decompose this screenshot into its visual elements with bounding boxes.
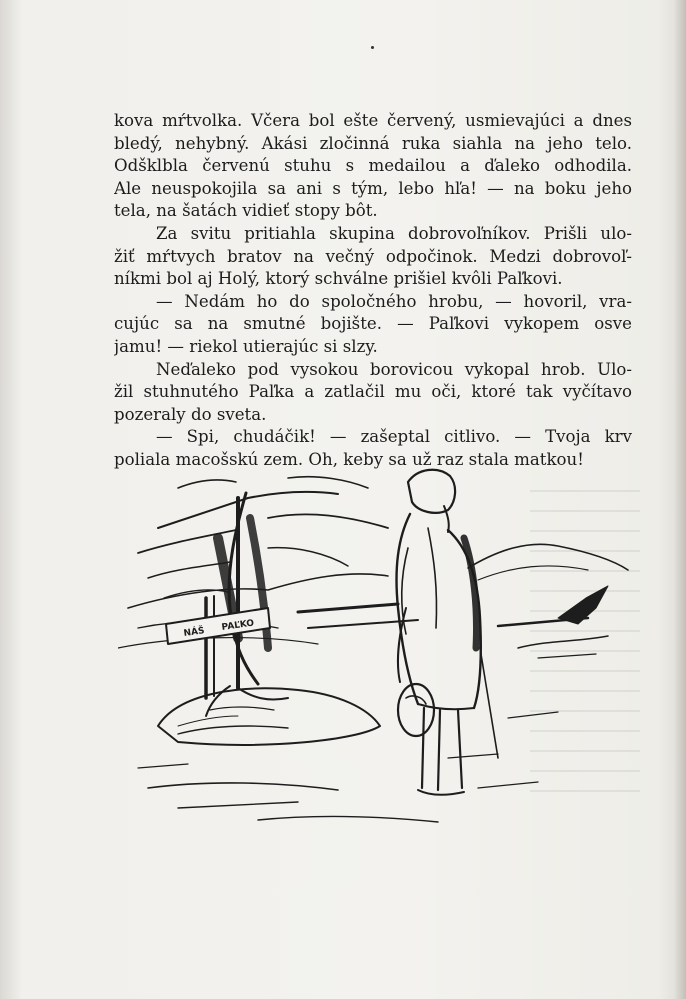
text-line: — Nedám ho do spoločného hrobu, — hovoril, vra- (156, 291, 632, 311)
text-line: — Spi, chudáčik! — zašeptal citlivo. — Tvoja krv (156, 427, 632, 447)
text-line: Neďaleko pod vysokou borovicou vykopal hrob. Ulo- (156, 359, 632, 379)
text-line: Odšklbla červenú stuhu s medailou a ďaleko odhodila. (114, 156, 632, 176)
text-line: žiť mŕtvych bratov na večný odpočinok. Medzi dobrovoľ- (114, 246, 632, 266)
text-line: žil stuhnutého Paľka a zatlačil mu oči, ktoré tak vyčítavo (114, 382, 632, 402)
body-text (114, 110, 632, 472)
text-line: níkmi bol aj Holý, ktorý schválne prišiel kvôli Paľkovi. (114, 269, 563, 289)
text-line: tela, na šatách vidieť stopy bôt. (114, 201, 378, 221)
text-line: bledý, nehybný. Akási zločinná ruka siahla na jeho telo. (114, 133, 632, 153)
grave-illustration (118, 458, 638, 838)
ink-speck (371, 46, 374, 49)
cross-label-left: NÁŠ (183, 626, 206, 639)
text-line: cujúc sa na smutné bojište. — Paľkovi vykopem osve (114, 314, 632, 334)
text-line: Za svitu pritiahla skupina dobrovoľníkov. Prišli ulo- (156, 223, 632, 243)
text-line: kova mŕtvolka. Včera bol ešte červený, usmievajúci a dnes (114, 111, 632, 130)
text-line: poliala macošskú zem. Oh, keby sa už raz stala matkou! (114, 449, 584, 469)
text-line: jamu! — riekol utierajúc si slzy. (114, 336, 378, 356)
cross-label-right: PAĽKO (221, 618, 255, 633)
text-line: Ale neuspokojila sa ani s tým, lebo hľa! — na boku jeho (114, 178, 632, 198)
text-line: pozeraly do sveta. (114, 404, 267, 424)
